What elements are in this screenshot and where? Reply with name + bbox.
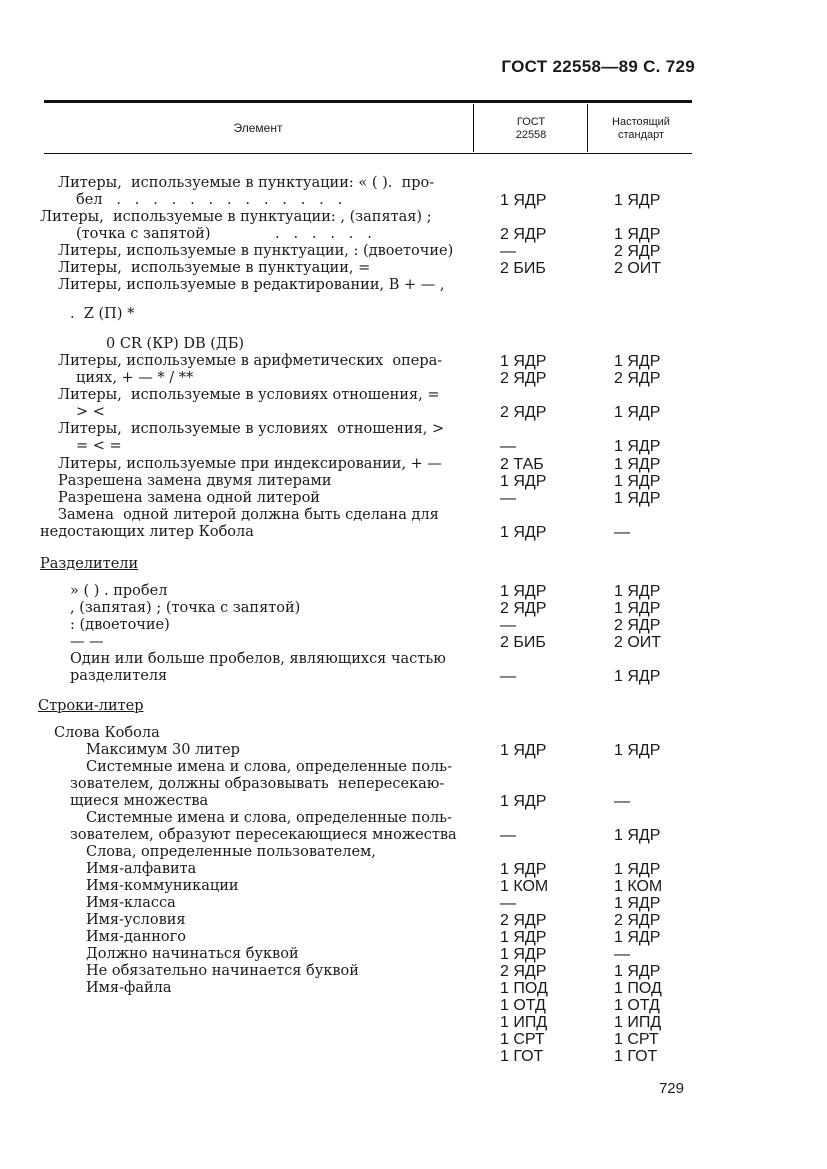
element-text: , (запятая) ; (точка с запятой): [70, 600, 301, 616]
element-text: щиеся множества: [70, 793, 209, 809]
gost-level: 1 ГОТ: [500, 1048, 544, 1065]
gost-level: 1 ЯДР: [500, 353, 547, 370]
element-text: Литеры, используемые в условиях отношения, =: [58, 387, 440, 403]
column-header-element: Элемент: [233, 121, 283, 135]
page-header: ГОСТ 22558—89 С. 729: [501, 57, 695, 76]
element-text: : (двоеточие): [70, 617, 170, 633]
current-level: 2 ОИТ: [614, 634, 662, 651]
column-divider-2: [587, 104, 588, 152]
element-text: Слова, определенные пользователем,: [86, 844, 376, 860]
gost-level: —: [500, 490, 516, 507]
gost-level: 1 СРТ: [500, 1031, 545, 1048]
gost-level: 1 ПОД: [500, 980, 548, 997]
element-text: (точка с запятой) . . . . . .: [76, 226, 372, 242]
element-text: Литеры, используемые в арифметических опера-: [58, 353, 443, 369]
column-header-gost: ГОСТ 22558: [515, 116, 547, 141]
element-text: Один или больше пробелов, являющихся частью: [70, 651, 446, 667]
current-level: 1 СРТ: [614, 1031, 659, 1048]
gost-level: 2 ТАБ: [500, 456, 544, 473]
element-text: зователем, образуют пересекающиеся множества: [70, 827, 457, 843]
gost-level: 1 КОМ: [500, 878, 549, 895]
gost-level: 1 ИПД: [500, 1014, 548, 1031]
element-text: Слова Кобола: [54, 725, 160, 741]
current-level: 1 ЯДР: [614, 742, 661, 759]
current-level: —: [614, 946, 630, 963]
current-level: 2 ЯДР: [614, 370, 661, 387]
element-text: Литеры, используемые в редактировании, B + — ,: [58, 277, 445, 293]
current-level: 1 ЯДР: [614, 583, 661, 600]
current-level: 2 ЯДР: [614, 243, 661, 260]
element-text: Замена одной литерой должна быть сделана для: [58, 507, 439, 523]
gost-level: 2 БИБ: [500, 260, 546, 277]
element-text: = < =: [76, 438, 122, 454]
gost-level: —: [500, 668, 516, 685]
element-text: — —: [70, 634, 104, 650]
gost-level: 2 ЯДР: [500, 404, 547, 421]
element-text: Литеры, используемые в пунктуации, =: [58, 260, 371, 276]
gost-level: 1 ЯДР: [500, 583, 547, 600]
current-level: 2 ОИТ: [614, 260, 662, 277]
element-text: Должно начинаться буквой: [86, 946, 299, 962]
element-text: Имя-алфавита: [86, 861, 197, 877]
gost-level: 1 ЯДР: [500, 929, 547, 946]
table-top-rule: [44, 100, 692, 103]
current-level: 2 ЯДР: [614, 912, 661, 929]
current-level: 1 ЯДР: [614, 861, 661, 878]
current-level: 1 ЯДР: [614, 490, 661, 507]
element-text: Литеры, используемые в пунктуации: , (запятая) ;: [40, 209, 432, 225]
gost-level: 2 ЯДР: [500, 370, 547, 387]
current-level: —: [614, 524, 630, 541]
element-text: зователем, должны образовывать непересекаю-: [70, 776, 445, 792]
element-text: бел . . . . . . . . . . . . .: [76, 192, 343, 208]
current-level: 1 ЯДР: [614, 963, 661, 980]
gost-level: 2 БИБ: [500, 634, 546, 651]
gost-level: 1 ЯДР: [500, 192, 547, 209]
section-heading: Строки-литер: [38, 698, 144, 714]
current-level: 1 ЯДР: [614, 353, 661, 370]
current-level: 1 ЯДР: [614, 438, 661, 455]
element-text: Литеры, используемые в пунктуации: « ( ). про-: [58, 175, 435, 191]
current-level: —: [614, 793, 630, 810]
gost-level: —: [500, 617, 516, 634]
current-level: 1 ЯДР: [614, 473, 661, 490]
page-number: 729: [658, 1080, 684, 1097]
column-divider-1: [473, 104, 474, 152]
current-level: 1 ЯДР: [614, 668, 661, 685]
gost-level: 2 ЯДР: [500, 912, 547, 929]
gost-level: 1 ЯДР: [500, 861, 547, 878]
gost-level: —: [500, 827, 516, 844]
table-header-rule: [44, 153, 692, 154]
current-level: 1 ИПД: [614, 1014, 662, 1031]
column-header-current: Настоящий стандарт: [612, 116, 670, 141]
section-heading: Разделители: [40, 556, 139, 572]
gost-level: 1 ЯДР: [500, 742, 547, 759]
gost-level: 1 ОТД: [500, 997, 546, 1014]
element-text: Имя-файла: [86, 980, 172, 996]
gost-level: 1 ЯДР: [500, 524, 547, 541]
current-level: 2 ЯДР: [614, 617, 661, 634]
current-level: 1 ЯДР: [614, 929, 661, 946]
gost-level: 2 ЯДР: [500, 963, 547, 980]
gost-level: —: [500, 243, 516, 260]
gost-level: 2 ЯДР: [500, 600, 547, 617]
element-text: > <: [76, 404, 105, 420]
gost-level: 1 ЯДР: [500, 793, 547, 810]
gost-level: 2 ЯДР: [500, 226, 547, 243]
element-text: Имя-класса: [86, 895, 176, 911]
element-text: » ( ) . пробел: [70, 583, 168, 599]
element-text: Имя-условия: [86, 912, 186, 928]
element-text: Литеры, используемые в условиях отношения, >: [58, 421, 445, 437]
current-level: 1 ЯДР: [614, 456, 661, 473]
current-level: 1 ЯДР: [614, 404, 661, 421]
element-text: разделителя: [70, 668, 168, 684]
element-text: . Z (П) *: [70, 306, 135, 322]
current-level: 1 ЯДР: [614, 895, 661, 912]
current-level: 1 ОТД: [614, 997, 660, 1014]
element-text: недостающих литер Кобола: [40, 524, 254, 540]
current-level: 1 ГОТ: [614, 1048, 658, 1065]
current-level: 1 ЯДР: [614, 192, 661, 209]
element-text: Системные имена и слова, определенные поль-: [86, 759, 452, 775]
current-level: 1 ПОД: [614, 980, 662, 997]
element-text: Разрешена замена одной литерой: [58, 490, 320, 506]
current-level: 1 ЯДР: [614, 600, 661, 617]
element-text: Литеры, используемые при индексировании, + —: [58, 456, 442, 472]
current-level: 1 ЯДР: [614, 827, 661, 844]
gost-level: 1 ЯДР: [500, 946, 547, 963]
element-text: циях, + — * / **: [76, 370, 194, 386]
element-text: 0 CR (КР) DB (ДБ): [106, 336, 245, 352]
element-text: Не обязательно начинается буквой: [86, 963, 359, 979]
element-text: Имя-данного: [86, 929, 186, 945]
gost-level: —: [500, 438, 516, 455]
element-text: Системные имена и слова, определенные поль-: [86, 810, 452, 826]
element-text: Литеры, используемые в пунктуации, : (двоеточие): [58, 243, 454, 259]
element-text: Разрешена замена двумя литерами: [58, 473, 332, 489]
current-level: 1 ЯДР: [614, 226, 661, 243]
element-text: Имя-коммуникации: [86, 878, 239, 894]
element-text: Максимум 30 литер: [86, 742, 240, 758]
current-level: 1 КОМ: [614, 878, 663, 895]
gost-level: —: [500, 895, 516, 912]
gost-level: 1 ЯДР: [500, 473, 547, 490]
